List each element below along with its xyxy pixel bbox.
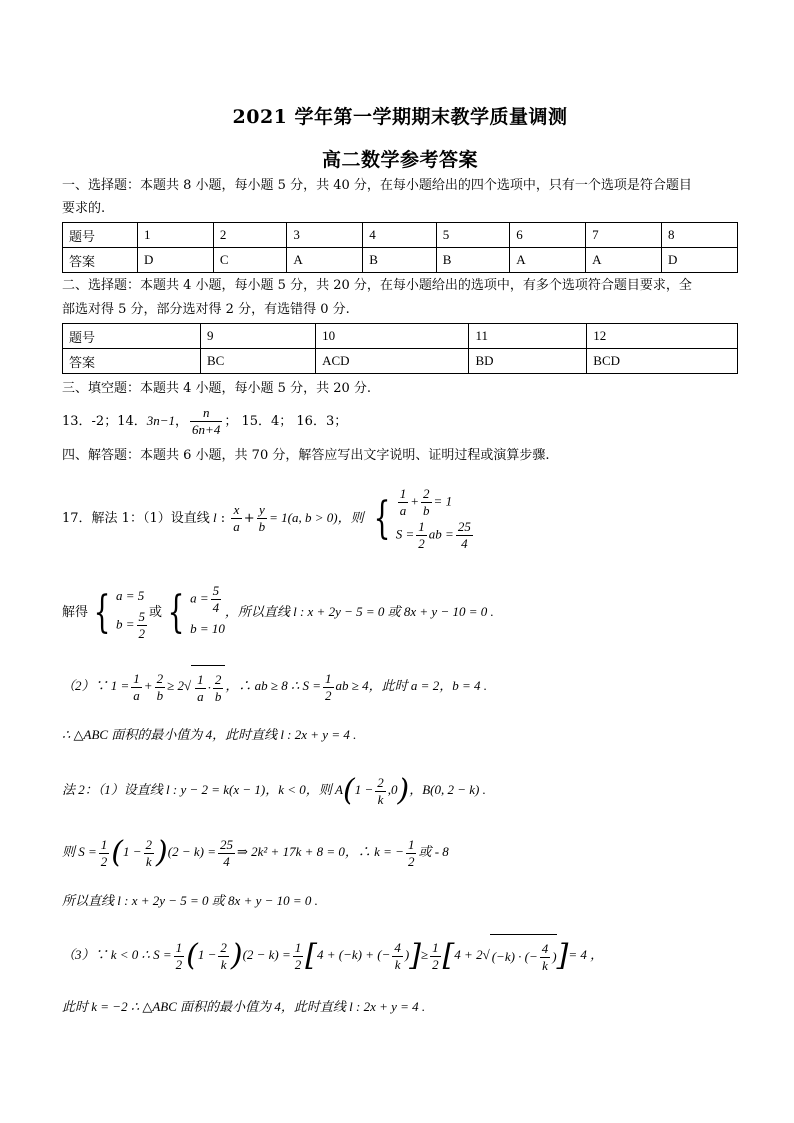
page-subtitle: 高二数学参考答案 <box>321 149 478 171</box>
table-cell: 6 <box>510 223 586 248</box>
q17-line5: 法 2：（1）设直线 l : y − 2 = k(x − 1)，k < 0，则 A(1 − $\frac{2}{k}$ ,0)，B(0, 2 − k) . <box>62 773 486 809</box>
fill-in-answers: 13．-2；14．3n−1， $\frac{n}{6n+4}$ ； 15．4； 16．3； <box>62 405 348 437</box>
q17-line9: 此时 k = −2 ∴ △ABC 面积的最小值为 4，此时直线 l : 2x + y = 4 . <box>62 999 426 1014</box>
table-cell: A <box>586 248 662 273</box>
table-cell: 8 <box>662 223 738 248</box>
table-cell: D <box>138 248 214 273</box>
q17-line3: （2）∵ 1 = $\frac{1}{a}$ + $\frac{2}{b}$ ≥ 2√ $\frac{1}{a}$ · $\frac{2}{b}$ ，∴ ab ≥ 8 ∴ S = $\frac{1}{2}$ ab ≥ 4，此时 a = 2，b = 4 . <box>62 664 487 710</box>
q17-line4: ∴ △ABC 面积的最小值为 4，此时直线 l : 2x + y = 4 . <box>62 727 357 742</box>
table-cell: C <box>213 248 286 273</box>
table-cell: 9 <box>201 324 316 349</box>
table-cell: 答案 <box>63 349 201 374</box>
table-cell: BD <box>469 349 587 374</box>
table-cell: 题号 <box>63 223 138 248</box>
table-cell: 11 <box>469 324 587 349</box>
q17-line2: 解得 { a = 5 b = $\frac{5}{2}$ 或 { a = $\frac{5}{4}$ b = 10 ，所以直线 l : x + 2y − 5 = 0 或 8x + y − 10 = 0 . <box>62 583 494 641</box>
section1-answer-table <box>62 222 738 273</box>
section2-answer-table <box>62 323 738 374</box>
section2-desc-line1: 二、选择题：本题共 4 小题，每小题 5 分，共 20 分，在每小题给出的选项中，有多个选项符合题目要求，全 <box>62 278 692 293</box>
sqrt: √ $\frac{1}{a}$ · $\frac{2}{b}$ <box>184 664 225 710</box>
table-cell: ACD <box>316 349 469 374</box>
table-cell: 10 <box>316 324 469 349</box>
table-cell: B <box>436 248 509 273</box>
section1-desc-line2: 要求的. <box>62 201 106 216</box>
table-cell: A <box>287 248 363 273</box>
fraction: $\frac{n}{6n+4}$ <box>192 405 221 437</box>
q17-line8: （3）∵ k < 0 ∴ S = $\frac{1}{2}$ (1 − $\frac{2}{k}$ )(2 − k) = $\frac{1}{2}$ [4 + (−k) + (− $\frac{4}{k}$ )]≥ $\frac{1}{2}$ [4 + 2√ (−k) · (− $\frac{4}{k}$ )]= 4 ， <box>62 933 603 979</box>
q17-line7: 所以直线 l : x + 2y − 5 = 0 或 8x + y − 10 = 0 . <box>62 893 318 908</box>
table-cell: BCD <box>587 349 738 374</box>
page-title: 2021 学年第一学期期末教学质量调测 <box>232 106 568 128</box>
table-row <box>63 324 738 349</box>
table-row <box>63 349 738 374</box>
q17-line6: 则 S = $\frac{1}{2}$ (1 − $\frac{2}{k}$ )(2 − k) = $\frac{25}{4}$ ⇒ 2k² + 17k + 8 = 0，∴ k = − $\frac{1}{2}$ 或 - 8 <box>62 835 449 871</box>
table-cell: 3 <box>287 223 363 248</box>
left-brace: { <box>373 492 391 544</box>
table-cell: 4 <box>363 223 436 248</box>
section1-desc-line1: 一、选择题：本题共 8 小题，每小题 5 分，共 40 分，在每小题给出的四个选项中，只有一个选项是符合题目 <box>62 178 692 193</box>
solution-system-1: a = 5 b = $\frac{5}{2}$ <box>116 588 146 641</box>
table-cell: 题号 <box>63 324 201 349</box>
section4-desc: 四、解答题：本题共 6 小题，共 70 分，解答应写出文字说明、证明过程或演算步骤. <box>62 448 550 463</box>
solution-system-2: a = $\frac{5}{4}$ b = 10 <box>190 583 225 636</box>
table-row <box>63 248 738 273</box>
table-cell: 答案 <box>63 248 138 273</box>
table-cell: A <box>510 248 586 273</box>
table-cell: 5 <box>436 223 509 248</box>
table-row <box>63 223 738 248</box>
section3-desc: 三、填空题：本题共 4 小题，每小题 5 分，共 20 分. <box>62 381 372 396</box>
table-cell: D <box>662 248 738 273</box>
q17-line1: 17．解法 1：（1）设直线 l : $\frac{x}{a}$ + $\frac{y}{b}$ = 1(a, b > 0)，则 { $\frac{1}{a}$ + $\frac{2}{b}$ = 1 S = $\frac{1}{2}$ ab = $\frac{25}{4}$ <box>62 478 475 559</box>
table-cell: BC <box>201 349 316 374</box>
equation-system: $\frac{1}{a}$ + $\frac{2}{b}$ = 1 S = $\frac{1}{2}$ ab = $\frac{25}{4}$ <box>395 485 471 551</box>
table-cell: 7 <box>586 223 662 248</box>
table-cell: 2 <box>213 223 286 248</box>
table-cell: 1 <box>138 223 214 248</box>
table-cell: B <box>363 248 436 273</box>
section2-desc-line2: 部选对得 5 分，部分选对得 2 分，有选错得 0 分. <box>62 302 350 317</box>
table-cell: 12 <box>587 324 738 349</box>
